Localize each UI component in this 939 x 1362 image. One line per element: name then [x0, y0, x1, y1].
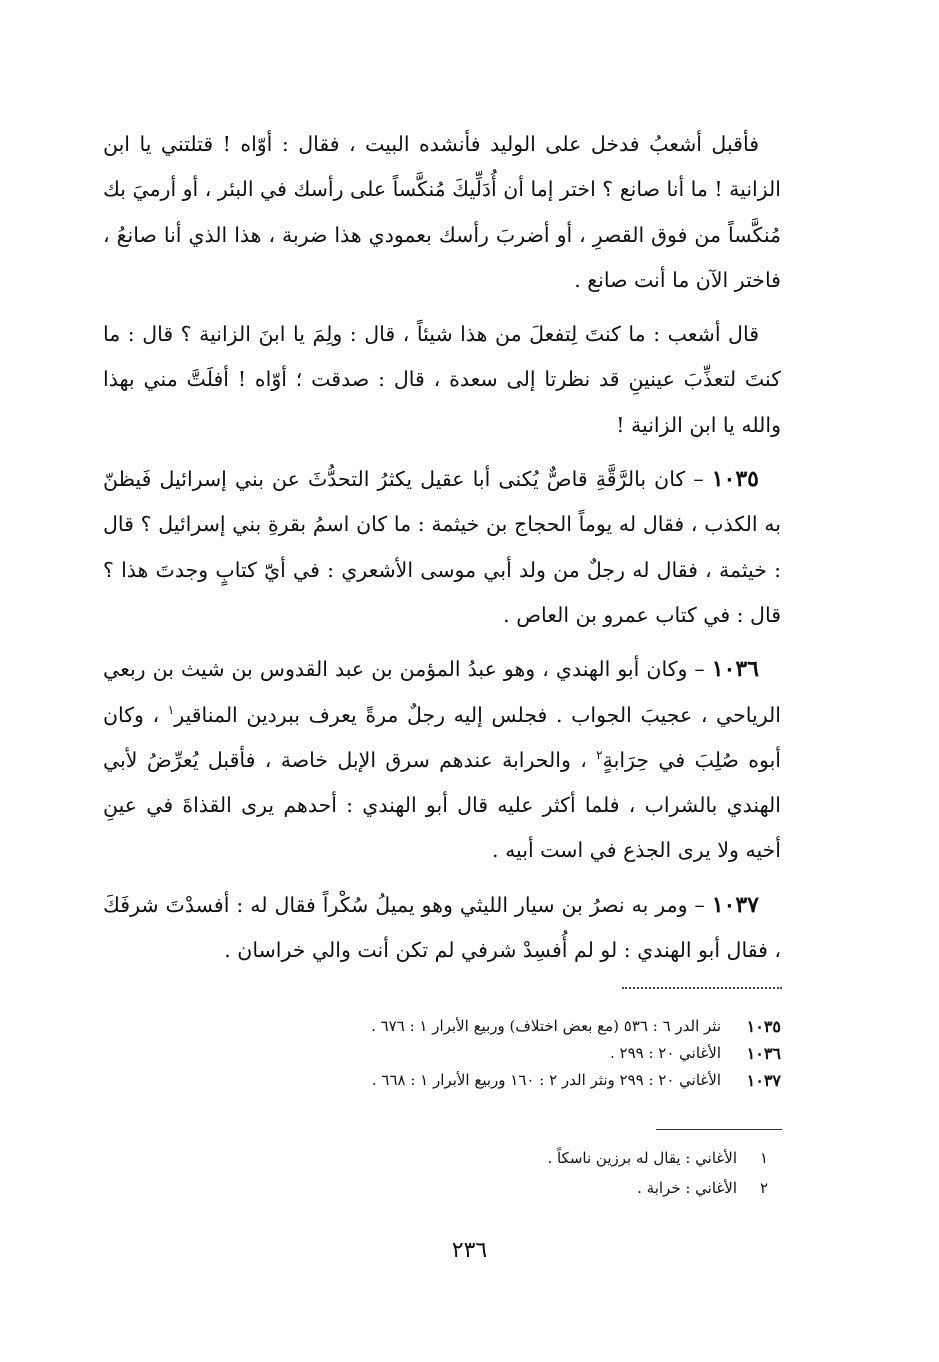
footnote	[103, 1173, 781, 1203]
main-text	[103, 122, 781, 982]
source-number: ١٠٣٦	[746, 1044, 781, 1063]
dotted-separator	[622, 987, 782, 989]
footnote-number: ١	[759, 1149, 769, 1167]
anecdote-number: ١٠٣٦	[711, 656, 759, 683]
paragraph-text: فأقبل أشعبُ فدخل على الوليد فأنشده البيت ، فقال : أوّاه ! قتلتني يا ابن الزانية ! ما أنا صانع ؟ اختر إما أن أُدَلِّيكَ مُنكَّساً على رأسك في البئر ، أو أرميَ بك مُنكَّساً من فوق القصرِ ، أو أضربَ رأسك بعمودي هذا ضربة ، هذا الذي أنا صانعُ ، فاختر الآن ما أنت صانع .	[102, 132, 781, 292]
page-number: ٢٣٦	[451, 1238, 488, 1263]
footnotes	[103, 1143, 781, 1203]
footnote-ref-1: ١	[167, 702, 175, 717]
anecdote-1036	[103, 647, 781, 873]
anecdote-number: ١٠٣٥	[711, 466, 759, 493]
footnote-text: الأغاني : يقال له برزين ناسكاً .	[547, 1149, 737, 1167]
sources-list	[103, 1013, 781, 1094]
source-text: نثر الدر ٦ : ٥٣٦ (مع بعض اختلاف) وربيع الأبرار ١ : ٦٧٦ .	[371, 1017, 721, 1035]
footnote-separator	[656, 1129, 782, 1130]
paragraph-text-cont: ، والحرابة عندهم سرق الإبل خاصة ، فأقبل يُعرِّضُ لأبي الهندي بالشراب ، فلما أكثر عليه قال أبو الهندي : أحدهم يرى القذاةَ في عينِ أخيه ولا يرى الجذع في است أبيه .	[103, 747, 781, 863]
footnote-text: الأغاني : خرابة .	[637, 1179, 737, 1197]
paragraph-text: قال أشعب : ما كنتَ لِتفعلَ من هذا شيئاً ، قال : ولِمَ يا ابنَ الزانية ؟ قال : ما كنتَ لتعذِّبَ عينينِ قد نظرتا إلى سعدة ، قال : صدقت ؛ أوّاه ! أفلَتَّ مني بهذا والله يا ابن الزانية !	[103, 322, 781, 437]
paragraph-text: – كان بالرَّقَّةِ قاصٌّ يُكنى أبا عقيل يكثرُ التحدُّثَ عن بني إسرائيل فَيظنّ به الكذب ، فقال له يوماً الحجاج بن خيثمة : ما كان اسمُ بقرةِ بني إسرائيل ؟ قال : خيثمة ، فقال له رجلٌ من ولد أبي موسى الأشعري : في أيّ كتابٍ وجدتَ هذا ؟ قال : في كتاب عمرو بن العاص .	[103, 467, 781, 627]
paragraph-intro	[103, 122, 781, 303]
anecdote-1035	[103, 457, 781, 638]
footnote	[103, 1143, 781, 1173]
source-text: الأغاني ٢٠ : ٢٩٩ .	[609, 1044, 721, 1062]
source-number: ١٠٣٧	[746, 1071, 781, 1090]
source-text: الأغاني ٢٠ : ٢٩٩ ونثر الدر ٢ : ١٦٠ وربيع الأبرار ١ : ٦٦٨ .	[371, 1071, 721, 1089]
footnote-ref-2: ٢	[596, 748, 603, 763]
anecdote-1037	[103, 883, 781, 974]
source-line	[103, 1013, 781, 1040]
paragraph-ashab-reply	[103, 312, 781, 448]
source-number: ١٠٣٥	[746, 1017, 781, 1036]
paragraph-text: – ومر به نصرُ بن سيار الليثي وهو يميلُ سُكْراً فقال له : أفسدْتَ شرفَكَ ، فقال أبو الهندي : لو لم أُفسِدْ شرفي لم تكن أنت والي خراسان .	[103, 892, 781, 963]
anecdote-number: ١٠٣٧	[711, 891, 759, 918]
source-line	[103, 1040, 781, 1067]
paragraph-text: – وكان أبو الهندي ، وهو عبدُ المؤمن بن عبد القدوس بن شيث بن ربعي الرياحي ، عجيبَ الجواب . فجلس إليه رجلٌ مرةً يعرف ببردين المناقير	[103, 657, 781, 727]
source-line	[103, 1067, 781, 1094]
paragraph-text-cont: ، وكان أبوه صُلِبَ في حِرَابةٍ	[103, 702, 781, 772]
footnote-number: ٢	[759, 1179, 769, 1197]
